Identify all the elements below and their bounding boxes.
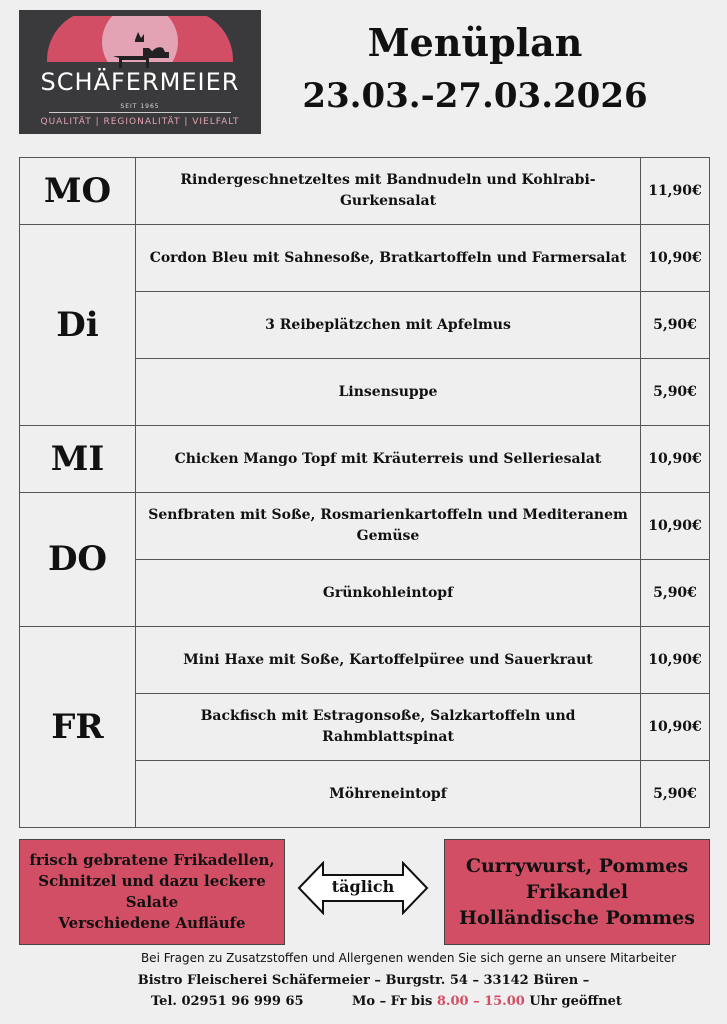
day-label: MI — [20, 426, 136, 493]
dish-name: Senfbraten mit Soße, Rosmarienkartoffeln und Mediteranem Gemüse — [136, 493, 641, 560]
logo-since: SEIT 1965 — [120, 103, 160, 110]
offer-line: Frikandel — [525, 881, 629, 903]
dish-price: 10,90€ — [641, 493, 710, 560]
offer-line: Verschiedene Aufläufe — [58, 914, 246, 932]
logo-tagline: QUALITÄT | REGIONALITÄT | VIELFALT — [40, 117, 240, 127]
hours-suffix: Uhr geöffnet — [529, 994, 622, 1009]
table-row — [20, 493, 710, 560]
offer-line: Salate — [125, 893, 179, 911]
allergen-info: Bei Fragen zu Zusatzstoffen und Allergenen wenden Sie sich gerne an unsere Mitarbeiter — [140, 951, 677, 965]
phone-number: Tel. 02951 96 999 65 — [151, 994, 304, 1009]
dish-name: Grünkohleintopf — [136, 560, 641, 627]
table-row — [20, 426, 710, 493]
opening-hours — [352, 994, 622, 1009]
dish-price: 5,90€ — [641, 292, 710, 359]
dish-name: Cordon Bleu mit Sahnesoße, Bratkartoffeln und Farmersalat — [136, 225, 641, 292]
dish-price: 10,90€ — [641, 426, 710, 493]
table-row — [20, 627, 710, 694]
company-logo — [19, 10, 261, 134]
hours-prefix: Mo – Fr bis — [352, 994, 433, 1009]
day-label: MO — [20, 158, 136, 225]
table-row — [20, 158, 710, 225]
dish-name: Linsensuppe — [136, 359, 641, 426]
daily-label: täglich — [331, 877, 395, 896]
offer-line: Holländische Pommes — [459, 907, 695, 929]
page-title: Menüplan — [367, 20, 583, 65]
address: Bistro Fleischerei Schäfermeier – Burgstr. 54 – 33142 Büren – — [137, 973, 590, 988]
dish-price: 11,90€ — [641, 158, 710, 225]
daily-offer-right — [444, 839, 710, 945]
date-range: 23.03.-27.03.2026 — [302, 76, 648, 116]
dish-name: Rindergeschnetzeltes mit Bandnudeln und Kohlrabi-Gurkensalat — [136, 158, 641, 225]
offer-line: Currywurst, Pommes — [465, 855, 689, 877]
day-label: FR — [20, 627, 136, 828]
dish-name: 3 Reibeplätzchen mit Apfelmus — [136, 292, 641, 359]
day-label: DO — [20, 493, 136, 627]
table-row — [20, 225, 710, 292]
logo-divider — [49, 112, 231, 113]
day-label: Di — [20, 225, 136, 426]
dish-name: Mini Haxe mit Soße, Kartoffelpüree und Sauerkraut — [136, 627, 641, 694]
dish-name: Backfisch mit Estragonsoße, Salzkartoffeln und Rahmblattspinat — [136, 694, 641, 761]
dish-name: Chicken Mango Topf mit Kräuterreis und Selleriesalat — [136, 426, 641, 493]
dish-price: 5,90€ — [641, 560, 710, 627]
dish-price: 10,90€ — [641, 627, 710, 694]
dish-price: 10,90€ — [641, 225, 710, 292]
dish-price: 5,90€ — [641, 761, 710, 828]
dish-name: Möhreneintopf — [136, 761, 641, 828]
menu-table — [19, 157, 710, 828]
offer-line: Schnitzel und dazu leckere — [38, 872, 266, 890]
offer-line: frisch gebratene Frikadellen, — [29, 851, 275, 869]
hours-time: 8.00 – 15.00 — [436, 994, 525, 1009]
logo-brand: SCHÄFERMEIER — [40, 68, 240, 96]
dish-price: 5,90€ — [641, 359, 710, 426]
daily-offer-left — [19, 839, 285, 945]
dish-price: 10,90€ — [641, 694, 710, 761]
